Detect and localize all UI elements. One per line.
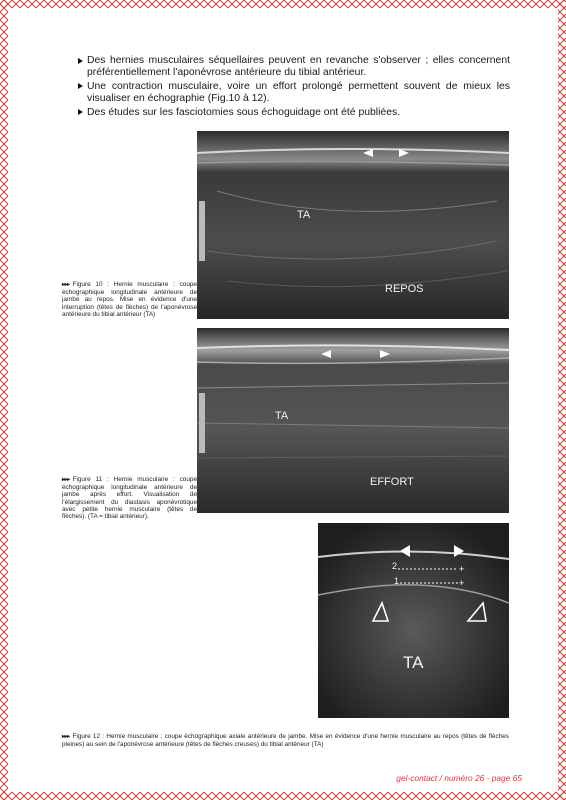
ultrasound-image-fig11	[197, 328, 509, 513]
state-label: EFFORT	[370, 476, 414, 488]
page-footer: gel-contact / numéro 26 - page 65	[396, 773, 522, 783]
svg-text:+: +	[459, 578, 465, 588]
muscle-label: TA	[403, 653, 424, 672]
state-label: REPOS	[385, 283, 424, 295]
bullet-item: Une contraction musculaire, voire un effort prolongé permettent souvent de mieux les visualiser en échographie (Fig.10 à 12).	[78, 81, 510, 106]
bullet-item: Des études sur les fasciotomies sous échoguidage ont été publiées.	[78, 107, 510, 119]
ultrasound-image-fig10	[197, 131, 509, 319]
figure-caption: ▸▸▸ Figure 11 : Hernie musculaire : coupe échographique longitudinale antérieure de jambe après effort. Visualisation de l'élargissement du diastasis aponévrotique avec petite hernie musculaire (têtes de flèches). (TA = tibial antérieur).	[62, 476, 197, 521]
figure-caption: ▸▸▸ Figure 12 : Hernie musculaire : coupe échographique axiale antérieure de jambe. Mise en évidence d'une hernie musculaire au repos (têtes de flèches pleines) au sein de l'aponévrose antérieure (têtes de flèches creuses) du tibial antérieur (TA)	[62, 733, 509, 749]
bullet-item: Des hernies musculaires séquellaires peuvent en revanche s'observer ; elles concernent préférentiellement l'aponévrose antérieure du tibial antérieur.	[78, 55, 510, 80]
svg-text:+: +	[459, 564, 465, 574]
figure-caption: ▸▸▸ Figure 10 : Hernie musculaire : coupe échographique longitudinale antérieure de jambe au repos. Mise en évidence d'une interruption (têtes de flèches) de l'aponévrose antérieure du tibial antérieur (TA)	[62, 281, 197, 318]
muscle-label: TA	[297, 209, 311, 221]
caliper-label: 1	[394, 576, 400, 586]
muscle-label: TA	[275, 410, 289, 422]
bullet-list	[78, 55, 510, 120]
caliper-label: 2	[392, 561, 398, 571]
ultrasound-image-fig12	[318, 523, 509, 718]
